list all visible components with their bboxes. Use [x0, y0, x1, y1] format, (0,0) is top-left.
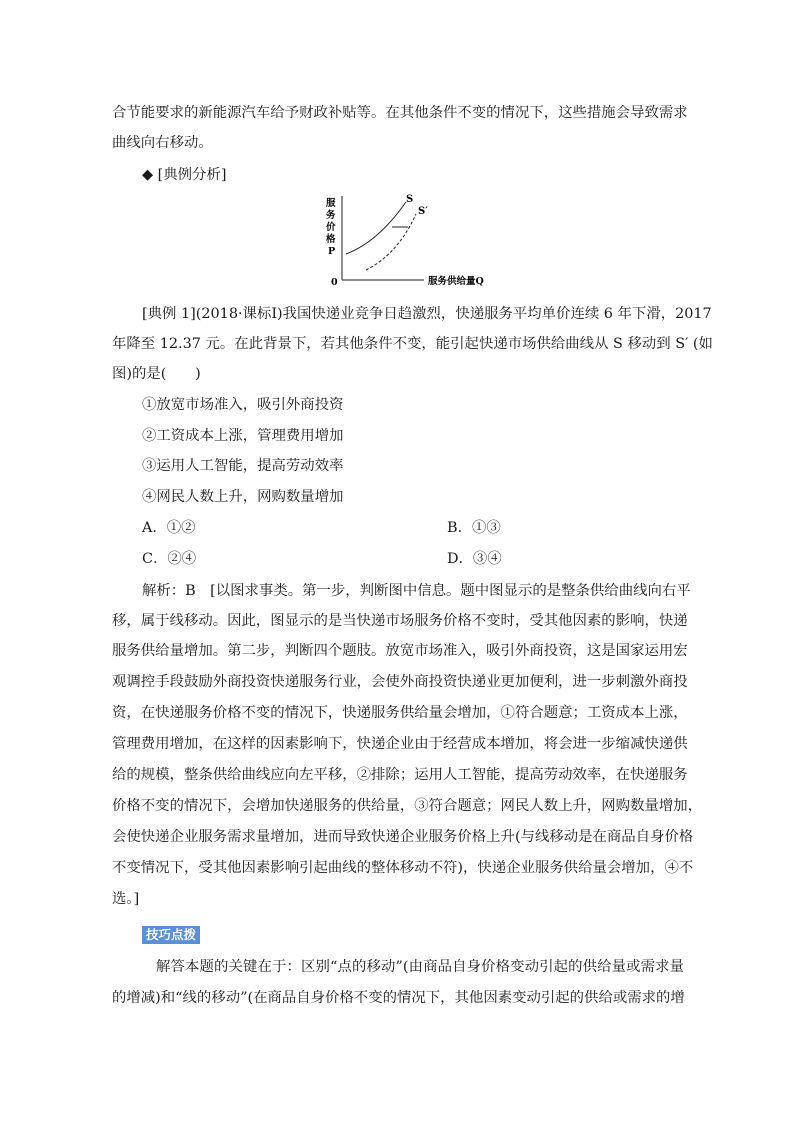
question-item-2: ②工资成本上涨，管理费用增加: [142, 428, 344, 444]
question-item-3: ③运用人工智能，提高劳动效率: [142, 458, 344, 474]
supply-curve-figure: [320, 192, 510, 292]
analysis-line-4: 观调控手段鼓励外商投资快递服务行业，会使外商投资快递业更加便利，进一步刺激外商投: [112, 674, 688, 690]
question-line-3: 图)的是( ): [112, 366, 201, 382]
intro-line-1: 合节能要求的新能源汽车给予财政补贴等。在其他条件不变的情况下，这些措施会导致需求: [112, 105, 688, 121]
tip-label-badge: 技巧点拨: [142, 926, 200, 944]
question-item-4: ④网民人数上升，网购数量增加: [142, 489, 344, 505]
analysis-line-5: 资，在快递服务价格不变的情况下，快递服务供给量会增加，①符合题意；工资成本上涨，: [112, 705, 688, 721]
question-line-1: [典例 1](2018·课标Ⅰ)我国快递业竞争日趋激烈，快递服务平均单价连续 6 年下滑，2017: [142, 306, 712, 322]
supply-curve-s: [346, 202, 406, 254]
question-item-1: ①放宽市场准入，吸引外商投资: [142, 397, 344, 413]
intro-line-2: 曲线向右移动。: [112, 135, 213, 151]
option-b: B．①③: [447, 520, 501, 536]
origin-label: 0: [331, 277, 338, 288]
supply-curve-s-prime: [366, 214, 416, 270]
section-heading: ◆ [典例分析]: [142, 167, 227, 183]
y-axis-label-char: P: [328, 246, 336, 257]
analysis-line-2: 移，属于线移动。因此，图显示的是当快递市场服务价格不变时，受其他因素的影响，快递: [112, 613, 688, 629]
analysis-line-8: 价格不变的情况下，会增加快递服务的供给量，③符合题意；网民人数上升，网购数量增加，: [112, 798, 703, 814]
y-axis-label-char: 价: [326, 222, 336, 233]
analysis-line-3: 服务供给量增加。第二步，判断四个题肢。放宽市场准入，吸引外商投资，这是国家运用宏: [112, 643, 688, 659]
analysis-line-11: 选。]: [112, 891, 140, 907]
curve-s-prime-label: S′: [418, 206, 428, 217]
y-axis-label-char: 服: [326, 198, 336, 209]
y-axis-label-char: 格: [326, 234, 336, 245]
option-c: C．②④: [142, 551, 197, 567]
y-axis-label-char: 务: [326, 210, 336, 221]
analysis-line-10: 不变情况下，受其他因素影响引起曲线的整体移动不符)，快递企业服务供给量会增加，④不: [112, 860, 694, 876]
analysis-line-1: 解析：B [以图求事类。第一步，判断图中信息。题中图显示的是整条供给曲线向右平: [142, 583, 691, 599]
analysis-line-6: 管理费用增加，在这样的因素影响下，快递企业由于经营成本增加，将会进一步缩减快递供: [112, 736, 688, 752]
analysis-line-7: 给的规模，整条供给曲线应向左平移，②排除；运用人工智能，提高劳动效率，在快递服务: [112, 767, 688, 783]
option-a: A．①②: [142, 520, 196, 536]
tip-line-2: 的增减)和“线的移动”(在商品自身价格不变的情况下，其他因素变动引起的供给或需求的增: [112, 990, 685, 1006]
curve-s-label: S: [406, 194, 414, 205]
x-axis-label: 服务供给量Q: [428, 276, 484, 287]
analysis-line-9: 会使快递企业服务需求量增加，进而导致快递企业服务价格上升(与线移动是在商品自身价格: [112, 829, 694, 845]
option-d: D．③④: [447, 551, 502, 567]
question-line-2: 年降至 12.37 元。在此背景下，若其他条件不变，能引起快递市场供给曲线从 S 移动到 S′ (如: [112, 336, 713, 352]
tip-line-1: 解答本题的关键在于：区别“点的移动”(由商品自身价格变动引起的供给量或需求量: [156, 959, 684, 975]
